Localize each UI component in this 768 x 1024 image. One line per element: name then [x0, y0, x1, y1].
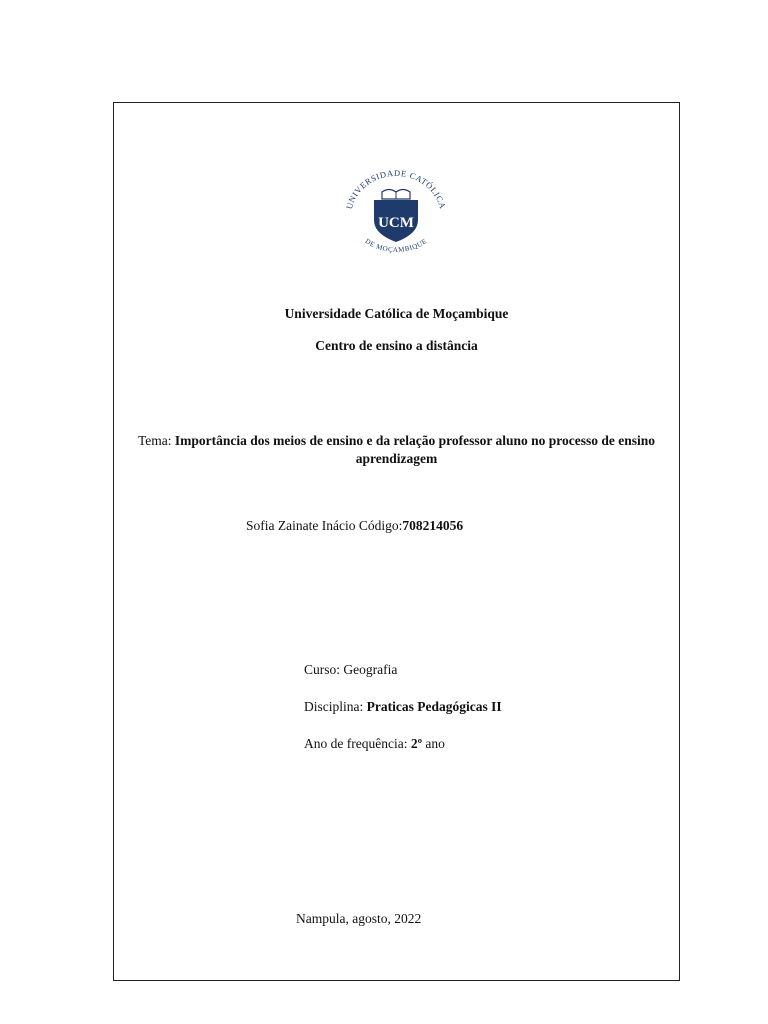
- theme-title: Importância dos meios de ensino e da relação professor aluno no processo de ensino aprendizagem: [174, 433, 656, 466]
- place-date: Nampula, agosto, 2022: [296, 911, 422, 926]
- discipline-value: Praticas Pedagógicas II: [366, 699, 502, 714]
- student-code-label: Código:: [358, 518, 403, 533]
- svg-text:UNIVERSIDADE CATÓLICA: UNIVERSIDADE CATÓLICA: [343, 167, 449, 211]
- student-name: Sofia Zainate Inácio: [246, 518, 356, 533]
- theme-block: [126, 432, 667, 468]
- course-value: Geografia: [343, 662, 398, 677]
- course-label: Curso:: [304, 662, 341, 677]
- centre-name: Centro de ensino a distância: [315, 338, 478, 353]
- student-line: [246, 518, 463, 534]
- year-value: 2º: [410, 736, 423, 751]
- theme-label: Tema:: [137, 433, 172, 448]
- discipline-line: [304, 699, 502, 715]
- svg-text:DE MOÇAMBIQUE: DE MOÇAMBIQUE: [363, 237, 429, 254]
- university-name: Universidade Católica de Moçambique: [284, 306, 509, 321]
- university-logo: [337, 167, 455, 263]
- year-label: Ano de frequência:: [304, 736, 408, 751]
- course-line: [304, 662, 397, 678]
- svg-text:UCM: UCM: [378, 215, 414, 231]
- discipline-label: Disciplina:: [304, 699, 364, 714]
- year-suffix: ano: [425, 736, 445, 751]
- year-line: [304, 736, 445, 752]
- student-code: 708214056: [402, 518, 464, 533]
